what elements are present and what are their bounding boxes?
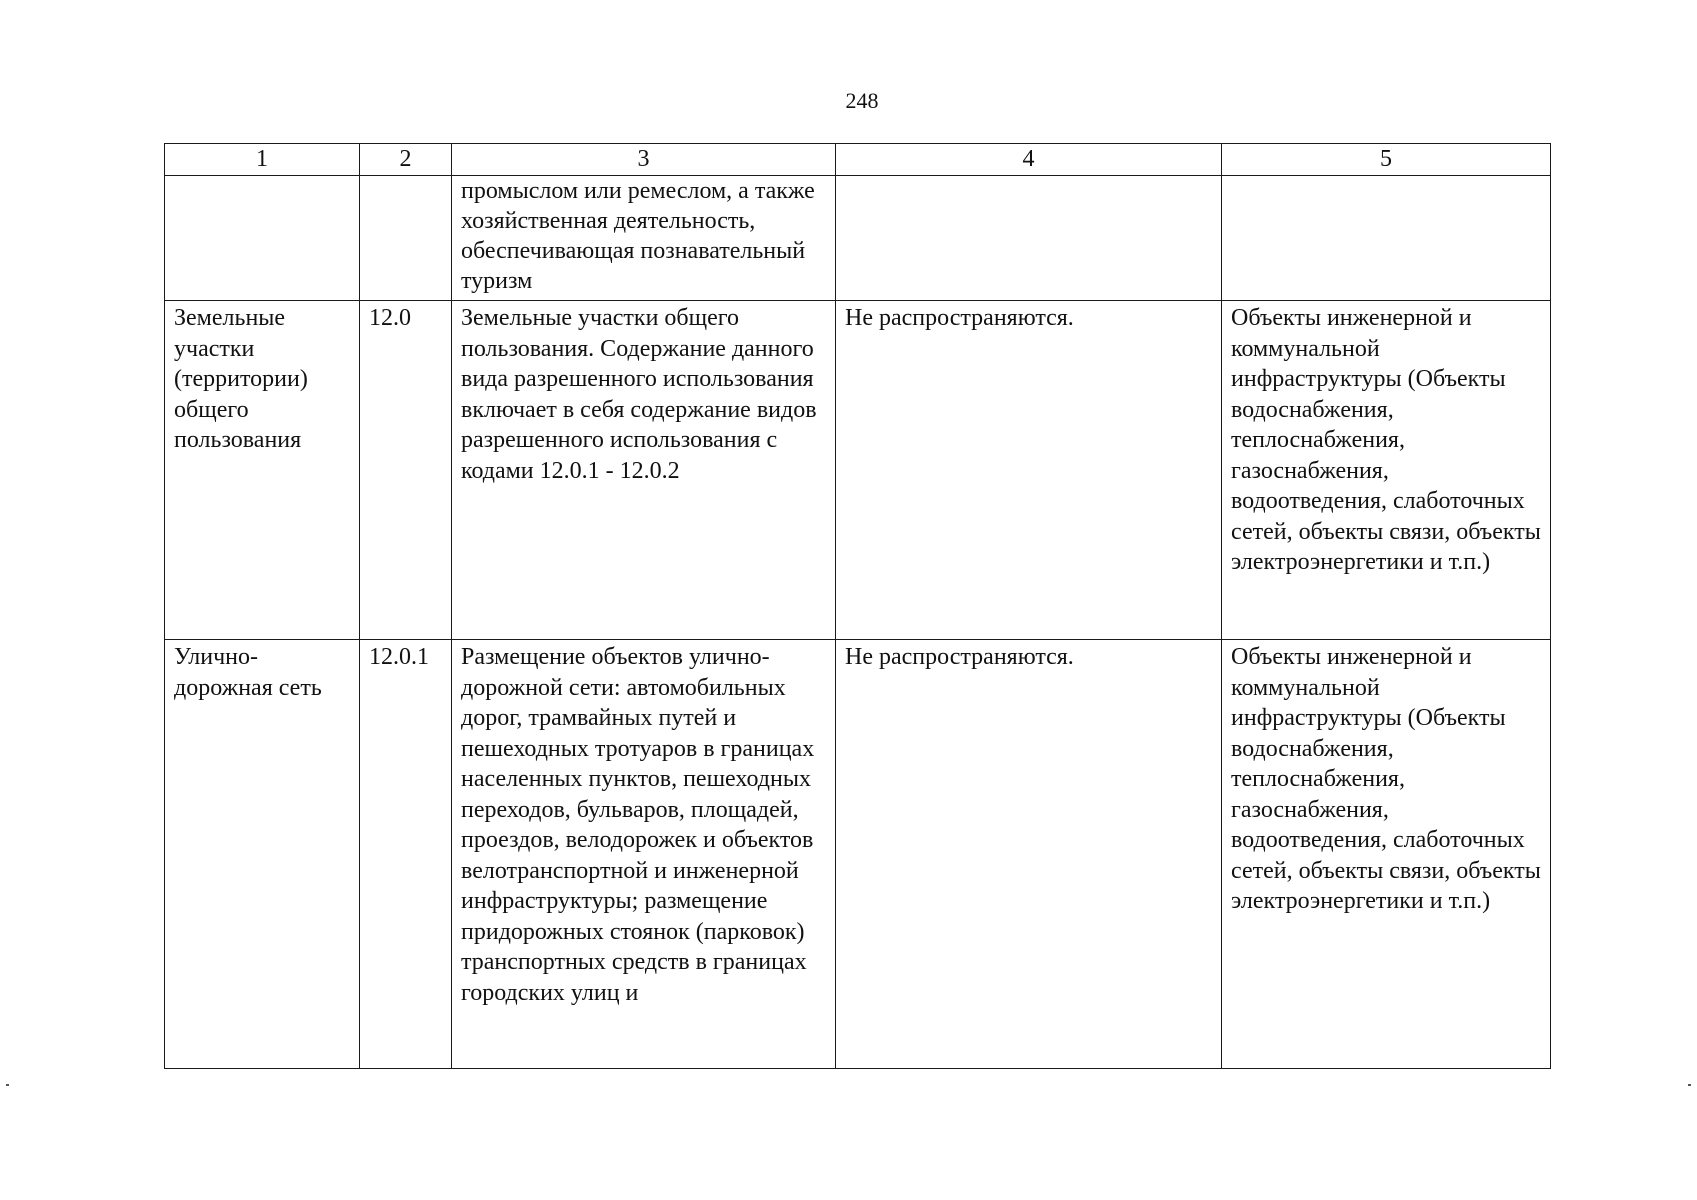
column-header: 3 [452,144,836,176]
land-use-description-cell: Земельные участки общего пользования. Содержание данного вида разрешенного использования включает в себя содержание видов разрешенного использования с кодами 12.0.1 - 12.0.2 [452,301,836,640]
table-header-row [165,144,1551,176]
parameters-cell: Не распространяются. [836,301,1222,640]
land-use-name-cell: Земельные участки (территории) общего пользования [165,301,360,640]
page-number: 248 [845,88,879,113]
table-row [165,176,1551,301]
column-header: 2 [360,144,452,176]
land-use-table [164,143,1551,1069]
land-use-code-cell [360,176,452,301]
land-use-description-cell: Размещение объектов улично-дорожной сети: автомобильных дорог, трамвайных путей и пешеходных тротуаров в границах населенных пунктов, пешеходных переходов, бульваров, площадей, проездов, велодорожек и объектов велотранспортной и инженерной инфраструктуры; размещение придорожных стоянок (парковок) транспортных средств в границах городских улиц и [452,640,836,1069]
land-use-description-cell: промыслом или ремеслом, а также хозяйственная деятельность, обеспечивающая познавательный туризм [452,176,836,301]
column-header: 5 [1222,144,1551,176]
auxiliary-uses-cell: Объекты инженерной и коммунальной инфраструктуры (Объекты водоснабжения, теплоснабжения, газоснабжения, водоотведения, слаботочных сетей, объекты связи, объекты электроэнергетики и т.п.) [1222,640,1551,1069]
column-header: 1 [165,144,360,176]
parameters-cell [836,176,1222,301]
land-use-name-cell [165,176,360,301]
column-header: 4 [836,144,1222,176]
auxiliary-uses-cell [1222,176,1551,301]
land-use-name-cell: Улично-дорожная сеть [165,640,360,1069]
parameters-cell: Не распространяются. [836,640,1222,1069]
table-row [165,640,1551,1069]
land-use-code-cell: 12.0.1 [360,640,452,1069]
auxiliary-uses-cell: Объекты инженерной и коммунальной инфраструктуры (Объекты водоснабжения, теплоснабжения, газоснабжения, водоотведения, слаботочных сетей, объекты связи, объекты электроэнергетики и т.п.) [1222,301,1551,640]
table-row [165,301,1551,640]
scan-mark-left [6,1084,9,1086]
land-use-code-cell: 12.0 [360,301,452,640]
scan-mark-right [1688,1084,1691,1086]
